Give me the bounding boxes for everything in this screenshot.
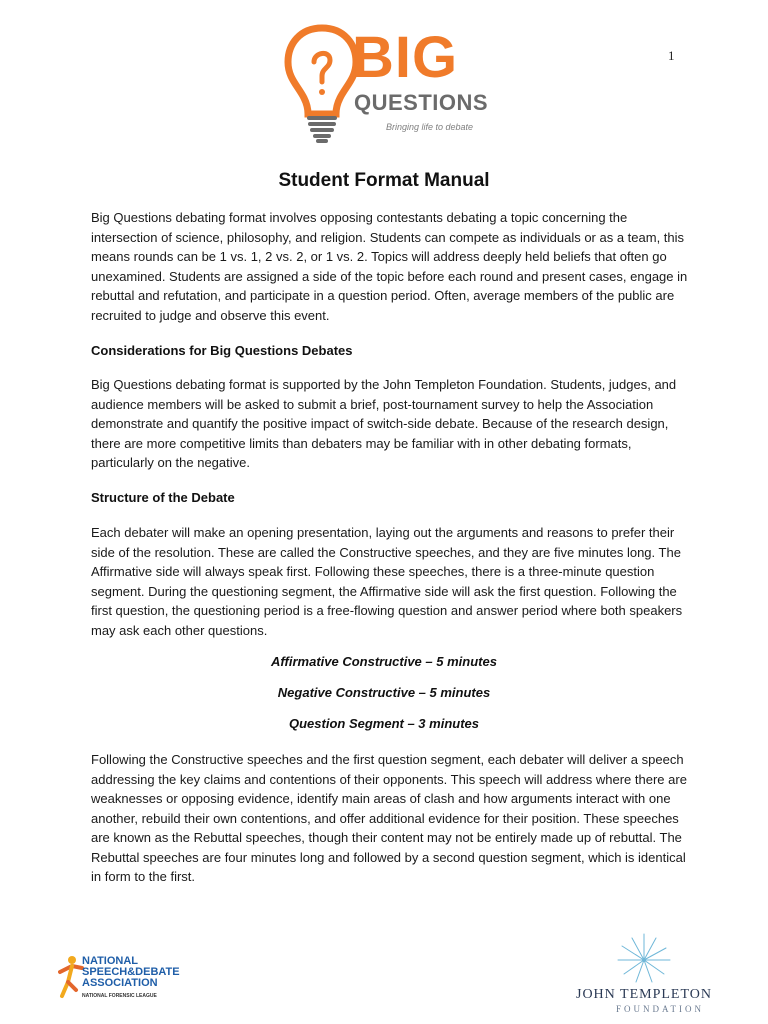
- nsda-line-1: NATIONAL: [82, 955, 139, 967]
- speech-item: Affirmative Constructive – 5 minutes: [271, 654, 497, 669]
- page-title: Student Format Manual: [278, 170, 490, 191]
- structure-paragraph: Each debater will make an opening presentation, laying out the arguments and reasons to prefer their side of the resolution. These are called the Constructive speeches, and they are five minutes long. The Affirmative side will always speak first. Following these speeches, there is a three-minute question segment. During the questioning segment, the Affirmative side will ask the first question. Following the first question, the questioning period is a free-flowing question and answer period where both speakers may ask each other questions.: [91, 525, 683, 638]
- logo-tagline: Bringing life to debate: [386, 122, 474, 132]
- intro-paragraph: Big Questions debating format involves opposing contestants debating a topic concerning the intersection of science, philosophy, and religion. Students can compete as individuals or as a team, this means rounds can be 1 vs. 1, 2 vs. 2, or 1 vs. 2. Topics will address deeply held beliefs that often go unexamined. Students are assigned a side of the topic before each round and present cases, engage in rebuttal and refutation, and participate in a question period. Often, average members of the public are recruited to judge and observe this event.: [91, 210, 688, 323]
- nsda-line-2: SPEECH&DEBATE: [82, 966, 180, 978]
- logo-questions-text: QUESTIONS: [354, 90, 489, 115]
- logo-big-text: BIG: [352, 25, 459, 90]
- lightbulb-icon: [282, 22, 362, 150]
- nsda-subtitle: NATIONAL FORENSIC LEAGUE: [82, 993, 157, 999]
- figure-icon: [58, 954, 84, 1000]
- considerations-paragraph: Big Questions debating format is supported by the John Templeton Foundation. Students, judges, and audience members will be asked to submit a brief, post-tournament survey to help the Association demonstrate and quantify the positive impact of switch-side debate. Because of the research design, there are more competitive limits than debaters may be familiar with in other debating formats, particularly on the negative.: [91, 377, 677, 470]
- page-number: 1: [668, 48, 675, 63]
- nsda-line-3: ASSOCIATION: [82, 977, 158, 989]
- big-questions-logo: [282, 22, 489, 150]
- jtf-subtitle: FOUNDATION: [616, 1004, 704, 1014]
- speech-item: Question Segment – 3 minutes: [289, 716, 479, 731]
- john-templeton-logo: [572, 930, 722, 1020]
- nsda-logo: [58, 954, 178, 1004]
- rebuttal-paragraph: Following the Constructive speeches and the first question segment, each debater will deliver a speech addressing the key claims and contentions of their opponents. This speech will address where there are weaknesses or opposing evidence, identify main areas of clash and how arguments interact with one another, rebuild their own contentions, and offer additional evidence for their position. These speeches are known as the Rebuttal speeches, though their content may not be entirely made up of rebuttal. The Rebuttal speeches are four minutes long and followed by a second question segment, which is identical in form to the first.: [91, 752, 687, 884]
- considerations-heading: Considerations for Big Questions Debates: [91, 343, 353, 358]
- jtf-name: JOHN TEMPLETON: [576, 987, 712, 1002]
- structure-heading: Structure of the Debate: [91, 490, 235, 505]
- speech-item: Negative Constructive – 5 minutes: [277, 685, 491, 700]
- starburst-icon: [572, 930, 722, 986]
